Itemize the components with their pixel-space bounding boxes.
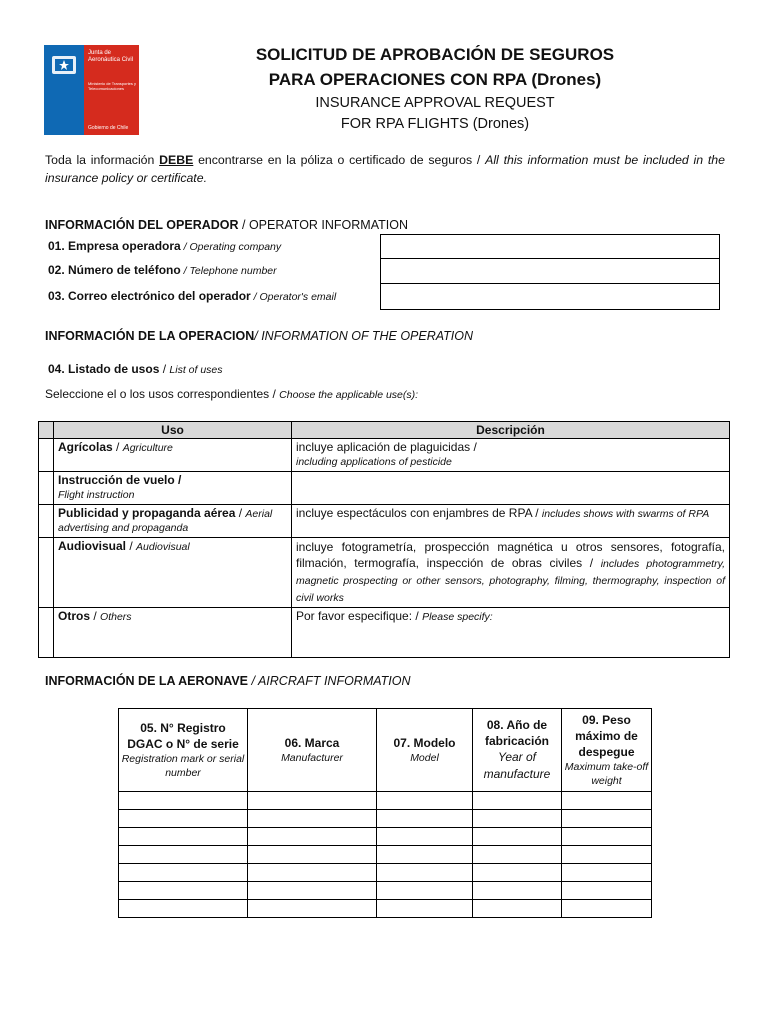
table-row [39,472,730,505]
aircraft-cell[interactable] [473,828,562,846]
table-row [39,538,730,608]
uses-list-label: 04. Listado de usos / List of uses [48,362,223,376]
use-name-en: Others [100,611,132,623]
phone-input[interactable] [380,258,720,284]
aircraft-cell[interactable] [562,792,652,810]
use-advertising: Publicidad y propaganda aérea / Aerial advertising and propaganda [54,505,292,538]
operator-heading [45,218,408,232]
col-manufacturer-es: 06. Marca [284,736,340,750]
use-desc-en: including applications of pesticide [296,456,452,468]
field-label-email [48,289,336,303]
operator-heading-es: INFORMACIÓN DEL OPERADOR [45,218,239,232]
aircraft-cell[interactable] [248,828,377,846]
col-weight [562,709,652,792]
aircraft-cell[interactable] [248,810,377,828]
use-name: Publicidad y propaganda aérea [58,506,236,520]
intro-emphasis: DEBE [159,153,194,167]
aircraft-cell[interactable] [119,900,248,918]
aircraft-cell[interactable] [377,882,473,900]
use-checkbox-audiovisual[interactable] [39,538,54,608]
use-checkbox-advertising[interactable] [39,505,54,538]
phone-label: 02. Número de teléfono [48,263,181,277]
aircraft-heading [45,674,411,688]
col-registration-es: 05. N° Registro DGAC o N° de serie [127,721,239,751]
aircraft-cell[interactable] [473,864,562,882]
col-year [473,709,562,792]
use-name: Instrucción de vuelo / [58,473,182,487]
aircraft-cell[interactable] [473,846,562,864]
jac-logo [44,45,139,135]
col-year-en: Year of manufacture [483,750,551,781]
aircraft-cell[interactable] [562,846,652,864]
use-flight-instruction [54,472,292,505]
intro-english: All this information must be included in the insurance policy or certificate. [45,153,725,185]
use-checkbox-flight-instruction[interactable] [39,472,54,505]
aircraft-cell[interactable] [377,900,473,918]
use-name-en: Aerial advertising and propaganda [58,508,273,534]
aircraft-table-header [119,709,652,792]
aircraft-cell[interactable] [248,846,377,864]
use-name: Otros [58,609,91,623]
aircraft-cell[interactable] [562,828,652,846]
use-desc-flight-instruction [292,472,730,505]
use-checkbox-others[interactable] [39,608,54,658]
col-model-es: 07. Modelo [393,736,456,750]
aircraft-cell[interactable] [562,864,652,882]
aircraft-cell[interactable] [473,792,562,810]
email-input[interactable] [380,283,720,310]
use-desc: incluye espectáculos con enjambres de RPA / [296,506,542,520]
title-es-line2: PARA OPERACIONES CON RPA (Drones) [268,70,602,89]
col-weight-es: 09. Peso máximo de despegue [575,713,638,759]
use-desc-en: Please specify: [422,611,493,623]
coat-of-arms-icon [51,53,77,77]
aircraft-cell[interactable] [119,828,248,846]
company-label: 01. Empresa operadora [48,239,181,253]
uses-header-check [39,422,54,439]
logo-org-name: Junta de Aeronáutica Civil [88,50,134,63]
operation-heading-es: INFORMACIÓN DE LA OPERACION [45,329,255,343]
field-label-phone [48,263,277,277]
aircraft-cell[interactable] [562,900,652,918]
intro-part2: encontrarse en la póliza o certificado de seguros / [193,153,486,167]
use-desc: Por favor especifique: / [296,609,423,623]
aircraft-cell[interactable] [377,792,473,810]
aircraft-cell[interactable] [248,882,377,900]
aircraft-cell[interactable] [119,882,248,900]
title-en-line2: FOR RPA FLIGHTS (Drones) [340,116,530,132]
aircraft-cell[interactable] [119,810,248,828]
uses-list-label-en: List of uses [169,364,223,376]
use-name-en: Audiovisual [136,541,190,553]
aircraft-cell[interactable] [377,810,473,828]
uses-header-desc: Descripción [292,422,730,439]
col-registration [119,709,248,792]
uses-list-label-es: 04. Listado de usos [48,362,160,376]
company-input[interactable] [380,234,720,259]
col-year-es: 08. Año de fabricación [484,718,550,748]
aircraft-cell[interactable] [248,864,377,882]
select-uses-en: Choose the applicable use(s): [279,389,419,401]
aircraft-heading-en: / AIRCRAFT INFORMATION [248,674,411,688]
operation-heading-en: / INFORMATION OF THE OPERATION [254,329,474,343]
aircraft-cell[interactable] [562,810,652,828]
use-agriculture: Agrícolas / Agriculture [54,439,292,472]
aircraft-cell[interactable] [248,900,377,918]
aircraft-cell[interactable] [119,792,248,810]
select-uses-es: Seleccione el o los usos correspondientes / [45,387,280,401]
aircraft-table [118,708,652,918]
aircraft-cell[interactable] [473,810,562,828]
logo-government: Gobierno de Chile [88,125,129,131]
use-desc: incluye fotogrametría, prospección magnética u otros sensores, fotografía, filmación, termografía, inspección de obras civiles / [296,540,725,570]
use-checkbox-agriculture[interactable] [39,439,54,472]
col-model-en: Model [410,752,439,764]
col-registration-en: Registration mark or serial number [121,753,245,779]
aircraft-cell[interactable] [377,828,473,846]
aircraft-heading-es: INFORMACIÓN DE LA AERONAVE [45,674,249,688]
aircraft-cell[interactable] [119,864,248,882]
use-name: Audiovisual [58,539,127,553]
logo-blue-panel [44,45,84,135]
table-row [39,439,730,472]
title-es-line1: SOLICITUD DE APROBACIÓN DE SEGUROS [255,45,615,64]
aircraft-cell[interactable] [377,846,473,864]
uses-table [38,421,730,658]
operation-heading [45,329,473,343]
aircraft-cell[interactable] [248,792,377,810]
intro-part1: Toda la información [45,153,160,167]
table-row [119,900,652,918]
table-row [119,810,652,828]
aircraft-cell[interactable] [377,864,473,882]
table-row [39,505,730,538]
use-desc-en: includes shows with swarms of RPA [541,508,710,520]
email-label-en: / Operator's email [250,291,337,303]
logo-ministry: Ministerio de Transportes y Telecomunicaciones [88,81,137,91]
intro-text [45,151,725,187]
use-others: Otros / Others [54,608,292,658]
use-desc-agriculture [292,439,730,472]
use-desc: incluye aplicación de plaguicidas / [296,440,477,454]
col-manufacturer [248,709,377,792]
use-desc-others[interactable] [292,608,730,658]
aircraft-cell[interactable] [473,882,562,900]
aircraft-cell[interactable] [119,846,248,864]
title-en-line1: INSURANCE APPROVAL REQUEST [315,95,555,111]
use-desc-advertising [292,505,730,538]
table-row [119,864,652,882]
table-row [119,792,652,810]
use-desc-en: includes photogrammetry, magnetic prospecting or other sensors, photography, filming, thermography, inspection of civil works [296,558,725,604]
table-row [39,608,730,658]
table-row [119,846,652,864]
col-weight-en: Maximum take-off weight [564,761,649,787]
uses-table-header [39,422,730,439]
field-label-company [48,239,281,253]
col-manufacturer-en: Manufacturer [281,752,343,764]
table-row [119,828,652,846]
aircraft-cell[interactable] [473,900,562,918]
aircraft-cell[interactable] [562,882,652,900]
operator-heading-en: / OPERATOR INFORMATION [238,218,408,232]
uses-header-uso: Uso [54,422,292,439]
select-uses-text [45,387,418,401]
use-name-en: Flight instruction [58,489,135,501]
use-desc-audiovisual [292,538,730,608]
use-name-en: Agriculture [122,442,173,454]
email-label: 03. Correo electrónico del operador [48,289,251,303]
use-audiovisual: Audiovisual / Audiovisual [54,538,292,608]
col-model [377,709,473,792]
phone-label-en: / Telephone number [180,265,277,277]
use-name: Agrícolas [58,440,113,454]
table-row [119,882,652,900]
company-label-en: / Operating company [180,241,282,253]
